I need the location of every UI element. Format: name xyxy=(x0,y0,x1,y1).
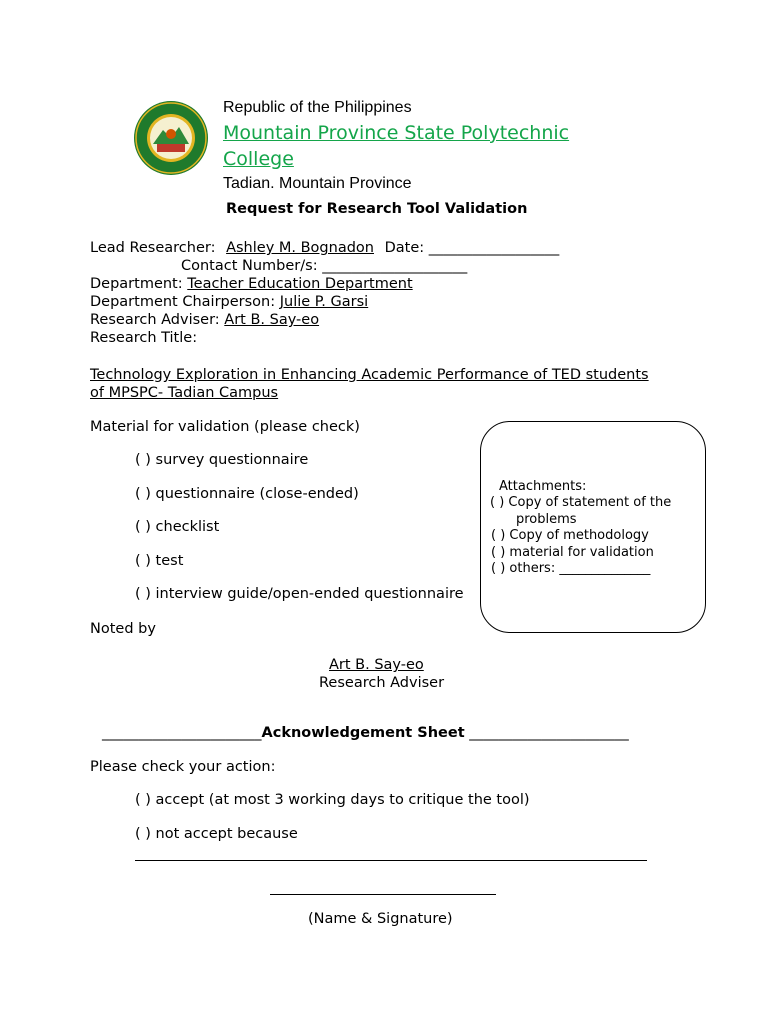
department-label: Department: xyxy=(90,276,183,292)
college-seal-logo xyxy=(133,100,209,176)
republic-text: Republic of the Philippines xyxy=(223,99,412,116)
attachments-heading: Attachments: xyxy=(499,479,587,494)
material-item-questionnaire[interactable]: ( ) questionnaire (close-ended) xyxy=(135,486,359,502)
ack-accept-option[interactable]: ( ) accept (at most 3 working days to critique the tool) xyxy=(135,792,530,808)
noted-by-label: Noted by xyxy=(90,621,156,637)
noted-by-name: Art B. Say-eo xyxy=(329,657,424,673)
ack-title-row xyxy=(102,725,629,741)
materials-heading: Material for validation (please check) xyxy=(90,419,360,435)
attachment-item-others[interactable]: ( ) others: ______________ xyxy=(491,561,651,576)
material-item-checklist[interactable]: ( ) checklist xyxy=(135,519,220,535)
research-title-line2: of MPSPC- Tadian Campus xyxy=(90,385,279,401)
attachment-item-material[interactable]: ( ) material for validation xyxy=(491,545,654,560)
lead-researcher-value: Ashley M. Bognadon xyxy=(226,240,374,256)
signature-line[interactable] xyxy=(270,894,496,895)
attachment-item-statement-cont: problems xyxy=(516,512,577,527)
attachment-item-statement[interactable]: ( ) Copy of statement of the xyxy=(490,495,672,510)
attachments-box xyxy=(480,421,706,633)
date-label: Date: xyxy=(384,240,425,256)
ack-left-rule: ______________________ xyxy=(102,725,262,741)
adviser-label: Research Adviser: xyxy=(90,312,220,328)
contact-row xyxy=(181,258,467,274)
contact-label: Contact Number/s: xyxy=(181,258,318,274)
date-blank: __________________ xyxy=(428,240,560,256)
college-name-line1: Mountain Province State Polytechnic xyxy=(223,122,570,144)
college-name-line2: College xyxy=(223,148,294,170)
department-row xyxy=(90,276,413,292)
reason-line[interactable] xyxy=(135,860,647,861)
research-title-line1: Technology Exploration in Enhancing Academic Performance of TED students xyxy=(90,367,649,383)
adviser-row xyxy=(90,312,319,328)
contact-blank: ____________________ xyxy=(322,258,468,274)
attachment-item-methodology[interactable]: ( ) Copy of methodology xyxy=(491,528,649,543)
ack-not-accept-option[interactable]: ( ) not accept because xyxy=(135,826,298,842)
form-title: Request for Research Tool Validation xyxy=(226,201,528,217)
material-item-survey[interactable]: ( ) survey questionnaire xyxy=(135,452,309,468)
signature-label: (Name & Signature) xyxy=(308,911,453,927)
ack-right-rule: ______________________ xyxy=(469,725,629,741)
location-text: Tadian. Mountain Province xyxy=(223,175,412,192)
material-item-test[interactable]: ( ) test xyxy=(135,553,184,569)
lead-researcher-row xyxy=(90,240,559,256)
noted-by-role: Research Adviser xyxy=(319,675,445,691)
ack-instruction: Please check your action: xyxy=(90,759,276,775)
material-item-interview-guide[interactable]: ( ) interview guide/open-ended questionnaire xyxy=(135,586,464,602)
lead-researcher-label: Lead Researcher: xyxy=(90,240,216,256)
research-title-label: Research Title: xyxy=(90,330,198,346)
chairperson-row xyxy=(90,294,368,310)
ack-title: Acknowledgement Sheet xyxy=(261,725,465,741)
chairperson-value: Julie P. Garsi xyxy=(279,294,369,310)
chairperson-label: Department Chairperson: xyxy=(90,294,276,310)
adviser-value: Art B. Say-eo xyxy=(224,312,320,328)
department-value: Teacher Education Department xyxy=(187,276,413,292)
